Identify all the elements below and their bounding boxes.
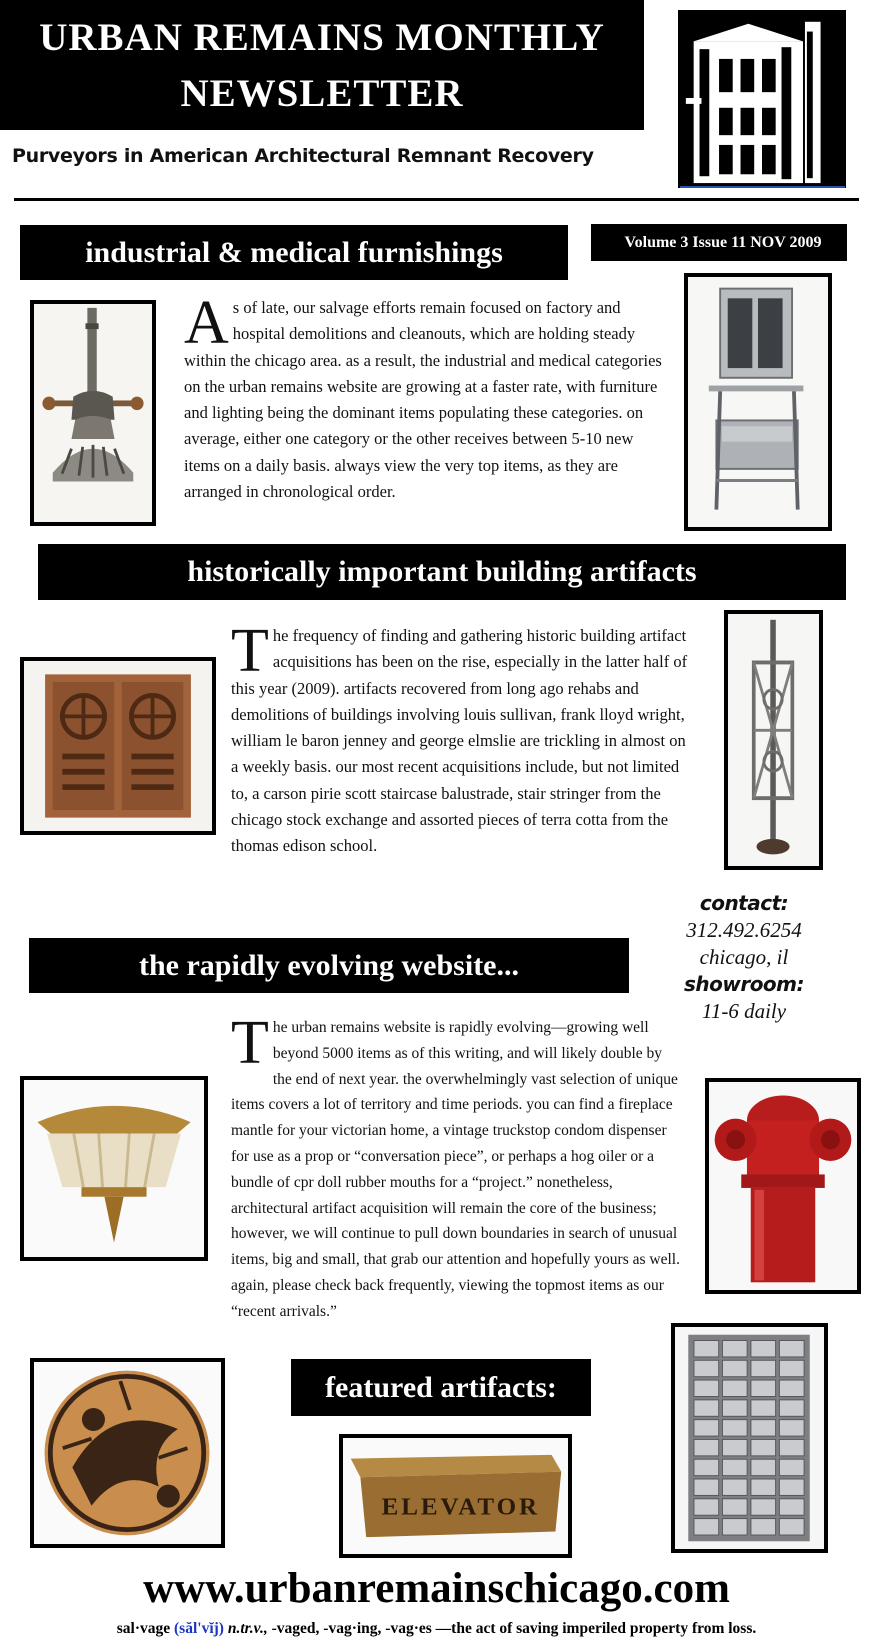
building-logo-image bbox=[678, 10, 846, 188]
medallion-illustration bbox=[34, 1362, 221, 1544]
newsletter-title-line1: URBAN REMAINS MONTHLY bbox=[39, 16, 605, 59]
historic-article bbox=[231, 623, 696, 913]
masthead bbox=[0, 0, 644, 130]
website-dropcap: T bbox=[231, 1015, 269, 1077]
elevator-sign-illustration bbox=[343, 1438, 568, 1554]
locker-basket bbox=[779, 1459, 804, 1475]
website-url[interactable]: www.urbanremainschicago.com bbox=[143, 1565, 730, 1612]
locker-basket bbox=[751, 1341, 776, 1357]
pendant-light-photo bbox=[20, 1076, 208, 1261]
newsletter-title-line2: NEWSLETTER bbox=[180, 72, 464, 115]
showroom-hours: 11-6 daily bbox=[701, 999, 787, 1023]
definition-phonetic: (săl'vĭj) bbox=[174, 1620, 224, 1637]
locker-basket bbox=[722, 1400, 747, 1416]
terra-cotta-panel-photo bbox=[20, 657, 216, 835]
locker-basket bbox=[722, 1380, 747, 1396]
contact-city: chicago, il bbox=[699, 945, 789, 969]
pendant-illustration bbox=[24, 1080, 204, 1257]
locker-basket bbox=[779, 1400, 804, 1416]
industrial-heading: industrial & medical furnishings bbox=[20, 225, 568, 280]
historic-dropcap: T bbox=[231, 623, 269, 685]
locker-basket bbox=[751, 1420, 776, 1436]
locker-basket bbox=[751, 1499, 776, 1515]
locker-basket bbox=[722, 1341, 747, 1357]
website-body: he urban remains website is rapidly evolving—growing well beyond 5000 items as of this writing, and will likely double by the end of next year. the overwhelmingly vast selection of unique items covers a lot of territory and time periods. you can find a fireplace mantle for your victorian home, a vintage truckstop condom dispenser for use as a prop or “conversation piece”, or perhaps a hog oiler or a bundle of cpr doll rubber mouths for a “project.” nonetheless, architectural artifact acquisition will remain the core of the business; however, we will continue to pull down boundaries in search of unusual items, big and small, that grab our attention and hopefully yours as well. again, please check back frequently, viewing the topmost items as our “recent arrivals.” bbox=[231, 1019, 680, 1320]
showroom-label: showroom: bbox=[683, 972, 805, 996]
carved-panel-illustration bbox=[24, 661, 212, 831]
locker-basket bbox=[694, 1360, 719, 1376]
elevator-sign-text: ELEVATOR bbox=[381, 1494, 541, 1521]
locker-basket bbox=[694, 1499, 719, 1515]
locker-basket bbox=[722, 1519, 747, 1535]
locker-basket bbox=[722, 1479, 747, 1495]
locker-basket bbox=[779, 1499, 804, 1515]
locker-rack-illustration bbox=[675, 1327, 824, 1549]
locker-basket bbox=[722, 1459, 747, 1475]
industrial-lamp-photo bbox=[30, 300, 156, 526]
locker-basket bbox=[722, 1439, 747, 1455]
website-article bbox=[231, 1015, 683, 1340]
definition-pos: n.tr.v., bbox=[227, 1620, 268, 1637]
locker-basket bbox=[779, 1380, 804, 1396]
header-divider bbox=[14, 198, 859, 201]
locker-basket bbox=[751, 1380, 776, 1396]
hydrant-illustration bbox=[709, 1082, 857, 1290]
contact-phone: 312.492.6254 bbox=[686, 918, 802, 942]
locker-basket bbox=[751, 1400, 776, 1416]
locker-basket bbox=[779, 1341, 804, 1357]
locker-basket bbox=[722, 1420, 747, 1436]
locker-basket bbox=[779, 1360, 804, 1376]
elevator-sign-photo bbox=[339, 1434, 572, 1558]
industrial-dropcap: A bbox=[184, 295, 229, 357]
locker-basket bbox=[751, 1479, 776, 1495]
definition-forms: -vaged, -vag·ing, -vag·es —the act of saving imperiled property from loss. bbox=[271, 1620, 757, 1637]
building-facade-graphic bbox=[680, 12, 844, 186]
hydrant-photo bbox=[705, 1078, 861, 1294]
locker-basket bbox=[722, 1360, 747, 1376]
locker-basket bbox=[694, 1459, 719, 1475]
locker-basket bbox=[779, 1519, 804, 1535]
tagline: Purveyors in American Architectural Remnant Recovery bbox=[12, 145, 594, 167]
locker-basket bbox=[779, 1439, 804, 1455]
locker-basket bbox=[751, 1439, 776, 1455]
locker-basket bbox=[694, 1439, 719, 1455]
industrial-article bbox=[184, 295, 662, 532]
historic-body: he frequency of finding and gathering historic building artifact acquisitions has been on the rise, especially in the latter half of this year (2009). artifacts recovered from long ago rehabs and demolitions of buildings involving louis sullivan, frank lloyd wright, william le baron jenney and george elmslie are trickling in almost on a weekly basis. our most recent acquisitions include, but not limited to, a carson pirie scott staircase balustrade, stair stringer from the chicago stock exchange and assorted pieces of terra cotta from the thomas edison school. bbox=[231, 626, 688, 856]
historic-heading: historically important building artifacts bbox=[38, 544, 846, 600]
locker-basket bbox=[779, 1420, 804, 1436]
locker-basket bbox=[694, 1341, 719, 1357]
lamp-illustration bbox=[34, 304, 152, 522]
medical-cabinet-photo bbox=[684, 273, 832, 531]
locker-basket bbox=[722, 1499, 747, 1515]
locker-basket bbox=[751, 1459, 776, 1475]
medallion-photo bbox=[30, 1358, 225, 1548]
locker-basket bbox=[694, 1519, 719, 1535]
locker-basket bbox=[779, 1479, 804, 1495]
balustrade-photo bbox=[724, 610, 823, 870]
volume-issue-label: Volume 3 Issue 11 NOV 2009 bbox=[591, 224, 847, 261]
locker-basket bbox=[694, 1400, 719, 1416]
locker-basket bbox=[694, 1420, 719, 1436]
baluster-illustration bbox=[728, 614, 819, 866]
definition-word: sal·vage bbox=[116, 1620, 171, 1637]
website-heading: the rapidly evolving website... bbox=[29, 938, 629, 993]
locker-basket bbox=[751, 1519, 776, 1535]
contact-label: contact: bbox=[699, 891, 789, 915]
industrial-body: s of late, our salvage efforts remain focused on factory and hospital demolitions and cleanouts, which are holding steady within the chicago area. as a result, the industrial and medical categories on the urban remains website are growing at a faster rate, with furniture and lighting being the dominant items populating these categories. on average, either one category or the other receives between 5-10 new items on a daily basis. always view the very top items, as they are arranged in chronological order. bbox=[184, 298, 662, 502]
locker-rack-photo bbox=[671, 1323, 828, 1553]
locker-basket bbox=[694, 1479, 719, 1495]
contact-block bbox=[670, 890, 818, 1025]
locker-basket bbox=[694, 1380, 719, 1396]
locker-basket bbox=[751, 1360, 776, 1376]
salvage-definition bbox=[0, 1618, 873, 1640]
cabinet-illustration bbox=[688, 277, 828, 527]
logo-underline bbox=[680, 186, 845, 188]
featured-heading: featured artifacts: bbox=[291, 1359, 591, 1416]
